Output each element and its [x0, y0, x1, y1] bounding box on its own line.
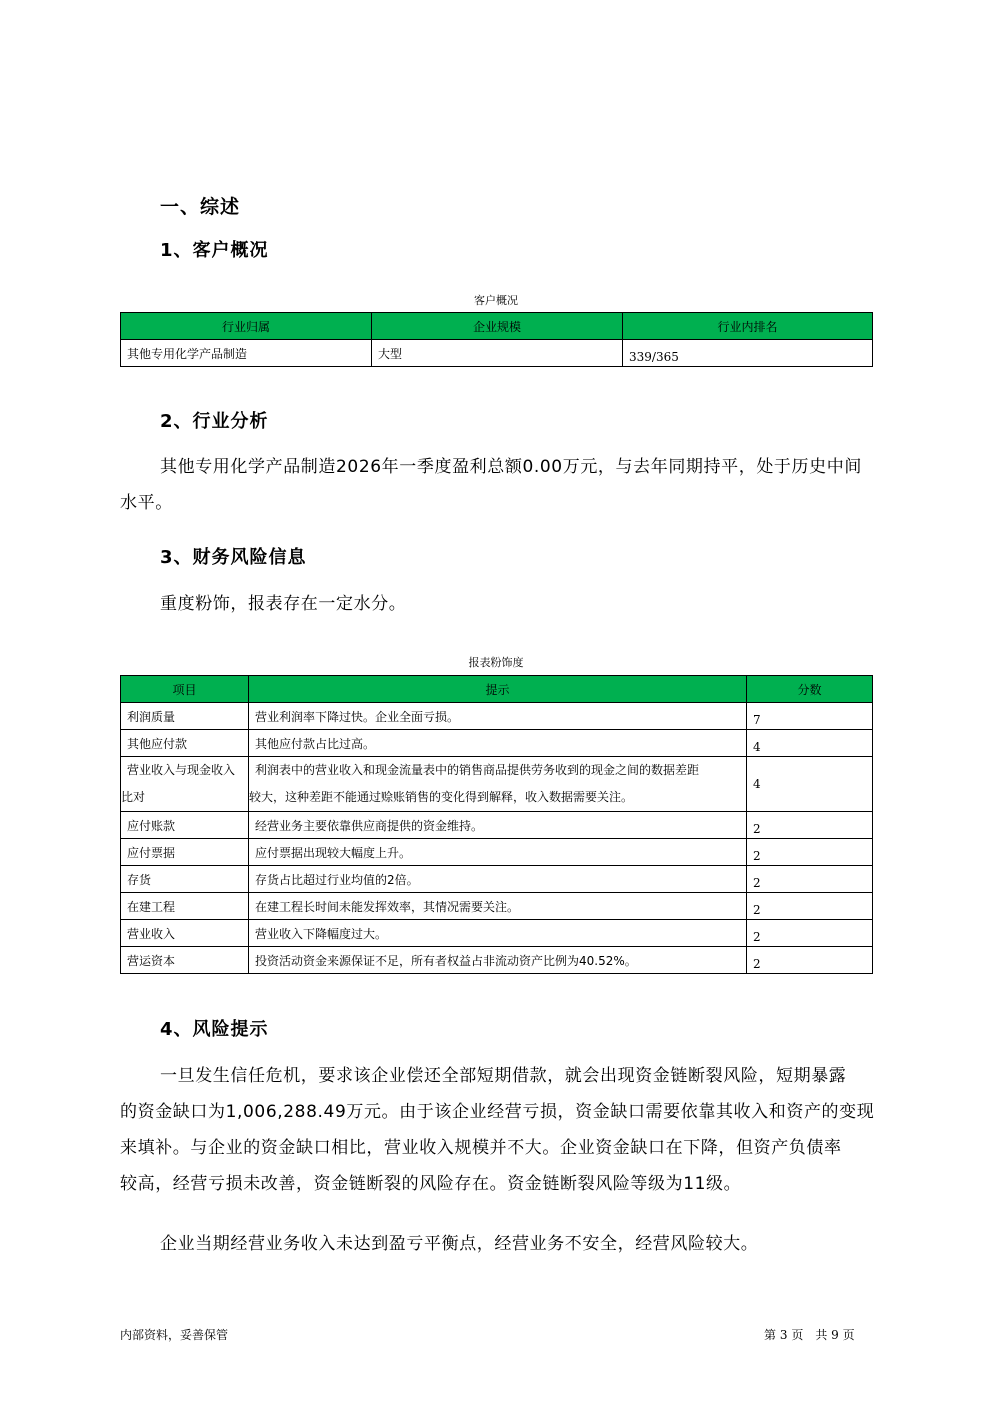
profile-table: [120, 312, 873, 367]
text-line: 来填补。与企业的资金缺口相比，营业收入规模并不大。企业资金缺口在下降，但资产负债率: [120, 1138, 842, 1158]
industry-analysis-text: [120, 449, 880, 521]
header-cell: 项目: [121, 676, 249, 703]
text-line: 较高，经营亏损未改善，资金链断裂的风险存在。资金链断裂风险等级为11级。: [120, 1174, 742, 1194]
text-line: 其他专用化学产品制造2026年一季度盈利总额0.00万元，与去年同期持平，处于历史中间: [160, 457, 862, 477]
table-header-row: [121, 676, 873, 703]
table-row: [121, 920, 873, 947]
header-cell: 提示: [249, 676, 747, 703]
text-line: 的资金缺口为1,006,288.49万元。由于该企业经营亏损，资金缺口需要依靠其收入和资产的变现: [120, 1102, 875, 1122]
table-row: [121, 839, 873, 866]
text-line: 一旦发生信任危机，要求该企业偿还全部短期借款，就会出现资金链断裂风险，短期暴露: [160, 1066, 847, 1086]
size-cell: 大型: [372, 340, 623, 367]
item-cell: 在建工程: [121, 893, 249, 920]
item-cell: 营运资本: [121, 947, 249, 974]
score-cell: 2: [747, 893, 873, 920]
item-line: 比对: [121, 790, 146, 804]
header-cell: 行业归属: [121, 313, 372, 340]
item-cell: 其他应付款: [121, 730, 249, 757]
table-row: [121, 893, 873, 920]
table-row: [121, 340, 873, 367]
risk-table-caption: 报表粉饰度: [468, 656, 524, 669]
profile-table-caption: 客户概况: [474, 294, 518, 307]
financial-risk-text: 重度粉饰，报表存在一定水分。: [160, 594, 407, 614]
item-cell: 营业收入: [121, 920, 249, 947]
item-cell: 存货: [121, 866, 249, 893]
hint-cell: 存货占比超过行业均值的2倍。: [249, 866, 747, 893]
score-cell: 2: [747, 866, 873, 893]
item-cell: 利润质量: [121, 703, 249, 730]
score-cell: 4: [747, 757, 873, 812]
page-mid: 页 共: [791, 1328, 828, 1342]
score-cell: 4: [747, 730, 873, 757]
page-suffix: 页: [842, 1328, 855, 1342]
subheading-risk-warning: 4、风险提示: [160, 1019, 269, 1040]
table-row: [121, 812, 873, 839]
hint-cell: 营业收入下降幅度过大。: [249, 920, 747, 947]
table-row: [121, 730, 873, 757]
risk-table: [120, 675, 873, 974]
header-cell: 分数: [747, 676, 873, 703]
hint-line: 利润表中的营业收入和现金流量表中的销售商品提供劳务收到的现金之间的数据差距: [255, 763, 700, 777]
item-line: 营业收入与现金收入: [127, 763, 236, 777]
total-pages: 9: [831, 1328, 839, 1342]
footer-confidential-note: 内部资料，妥善保管: [120, 1328, 229, 1342]
risk-warning-paragraph: [120, 1058, 880, 1202]
subheading-industry-analysis: 2、行业分析: [160, 411, 269, 432]
table-row: [121, 757, 873, 812]
score-cell: 2: [747, 920, 873, 947]
text-line: 水平。: [120, 493, 173, 513]
header-cell: 企业规模: [372, 313, 623, 340]
table-row: [121, 947, 873, 974]
score-cell: 7: [747, 703, 873, 730]
score-cell: 2: [747, 812, 873, 839]
header-cell: 行业内排名: [623, 313, 873, 340]
item-cell: [121, 757, 249, 812]
table-row: [121, 703, 873, 730]
hint-cell: 其他应付款占比过高。: [249, 730, 747, 757]
page-prefix: 第: [764, 1328, 777, 1342]
table-row: [121, 866, 873, 893]
hint-cell: 在建工程长时间未能发挥效率，其情况需要关注。: [249, 893, 747, 920]
hint-cell: [249, 757, 747, 812]
hint-cell: 营业利润率下降过快。企业全面亏损。: [249, 703, 747, 730]
current-page: 3: [779, 1328, 788, 1342]
operating-risk-paragraph: 企业当期经营业务收入未达到盈亏平衡点，经营业务不安全，经营风险较大。: [160, 1234, 759, 1254]
hint-cell: 投资活动资金来源保证不足，所有者权益占非流动资产比例为40.52%。: [249, 947, 747, 974]
item-cell: 应付账款: [121, 812, 249, 839]
hint-cell: 经营业务主要依靠供应商提供的资金维持。: [249, 812, 747, 839]
industry-cell: 其他专用化学产品制造: [121, 340, 372, 367]
score-cell: 2: [747, 839, 873, 866]
rank-cell: 339/365: [623, 340, 873, 367]
footer-page-number: [764, 1326, 855, 1343]
section-heading-overview: 一、综述: [160, 196, 241, 218]
table-header-row: [121, 313, 873, 340]
score-cell: 2: [747, 947, 873, 974]
subheading-financial-risk: 3、财务风险信息: [160, 547, 307, 568]
subheading-customer-profile: 1、客户概况: [160, 240, 269, 261]
hint-line: 较大，这种差距不能通过赊账销售的变化得到解释，收入数据需要关注。: [249, 790, 634, 804]
hint-cell: 应付票据出现较大幅度上升。: [249, 839, 747, 866]
item-cell: 应付票据: [121, 839, 249, 866]
